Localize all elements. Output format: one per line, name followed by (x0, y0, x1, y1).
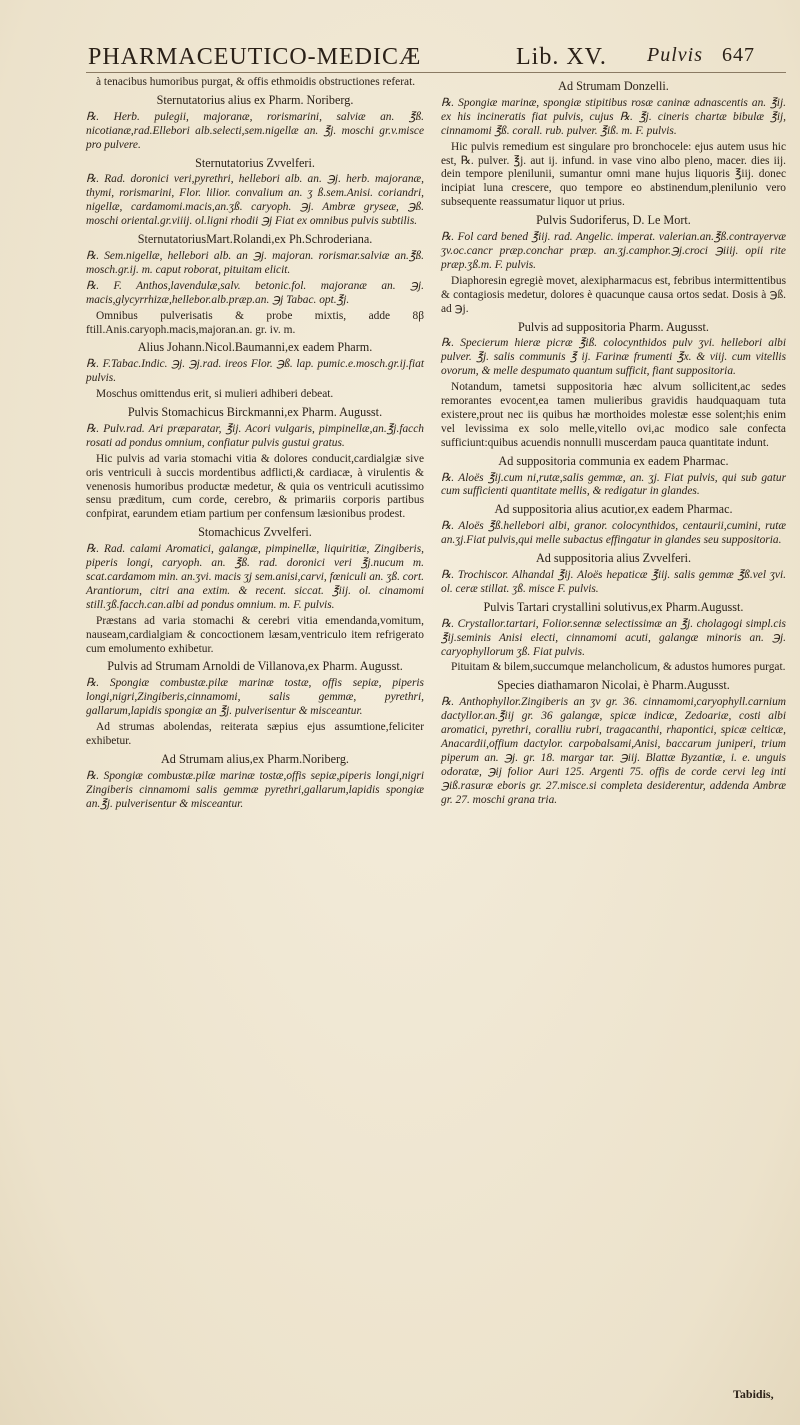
recipe-heading: Ad suppositoria alius Zvvelferi. (535, 551, 692, 566)
recipe-heading: Pulvis ad Strumam Arnoldi de Villanova,ex Pharm. Augusst. (107, 659, 403, 674)
recipe-heading: Alius Johann.Nicol.Baumanni,ex eadem Pharm. (137, 340, 373, 355)
recipe-text: ℞. Rad. doronici veri,pyrethri, hellebori alb. an. ℈j. herb. majoranæ, thymi, rorismarini, Flor. lilior. convalium an. ʒ ß.sem.Anisi. coriandri, nigellæ, cardamomi.macis,an.ʒß. caryoph. ℈j. Ambræ gryseæ, ℈ß. moschi oriental.gr.viiij. ol.ligni rhodii ℈j Fiat ex omnibus pulvis subtilis. (86, 173, 424, 228)
page-number: 647 (722, 44, 755, 66)
recipe-text: ℞. F.Tabac.Indic. ℈j. ℈j.rad. ireos Flor. ℈ß. lap. pumic.e.mosch.gr.ij.fiat pulvis. (86, 358, 424, 385)
recipe-heading: Sternutatorius alius ex Pharm. Noriberg. (156, 92, 354, 107)
right-column (441, 76, 786, 810)
recipe-heading: Ad Strumam alius,ex Pharm.Noriberg. (161, 751, 349, 766)
catchword: Tabidis, (733, 1387, 774, 1401)
recipe-text: ℞. Aloës ℥ij.cum ni,rutæ,salis gemmæ, an. ʒj. Fiat pulvis, qui sub gatur cum sufficienti quantitate mellis, & redigatur in glandes. (441, 471, 786, 498)
recipe-text: ℞. Anthophyllor.Zingiberis an ʒv gr. 36. cinnamomi,caryophyll.carnium dactyllor.an.℥iij gr. 36 galangæ, spicæ indicæ, Zedoariæ, costi albi aromatici, pyrethri, coralliu rubri, tragacanthi, rhapontici, spicæ celticæ, Anacardii,offium dactylor. carpobalsami,Anisi, baccarum juniperi, trium piperum an. ℈j. gr. 18. margar tar. ℈iij. Blattæ Byzantiæ, i. e. unguis odoratæ, ℈ij folior Auri 125. Argenti 75. offis de corde cervi leg inti ℈iß.rasuræ eboris gr. 27.misce.si completa desiderentur, addenda Ambræ gr. 27. moschi grana tria. (441, 696, 786, 806)
recipe-heading: Pulvis Sudoriferus, D. Le Mort. (536, 213, 691, 228)
recipe-heading: Ad suppositoria communia ex eadem Pharmac. (498, 453, 729, 468)
recipe-text: ℞. Crystallor.tartari, Folior.sennæ selectissimæ an ℥j. cholagogi simpl.cis ℥ij.seminis Anisi electi, cinnamomi acuti, galangæ minoris an. ℈j. caryophyllorum ʒß. Fiat pulvis. (441, 617, 786, 658)
commentary-text: Præstans ad varia stomachi & cerebri vitia emendanda,vomitum, nauseam,cardialgiam & concoctionem læsam,ventriculo item refrigerato cum emolumento exhibetur. (86, 614, 424, 655)
recipe-text: ℞. F. Anthos,lavendulæ,salv. betonic.fol. majoranæ an. ℈j. macis,glycyrrhizæ,hellebor.alb.præp.an. ℈j Tabac. opt.℥j. (86, 279, 424, 306)
recipe-heading: Pulvis ad suppositoria Pharm. Augusst. (518, 319, 709, 334)
recipe-text: ℞. Spongiæ combustæ.pilæ marinæ tostæ,offis sepiæ,piperis longi,nigri Zingiberis cinnamomi salis gemmæ pyrethri,gallarum,lapidis spongiæ an.℥j. pulverisentur & misceantur. (86, 769, 424, 810)
recipe-heading: Sternutatorius Zvvelferi. (195, 155, 315, 170)
recipe-text: ℞. Spongiæ combustæ.pilæ marinæ tostæ, offis sepiæ, piperis longi,nigri,Zingiberis,cinnamomi, salis gemmæ, pyrethri, gallarum,lapidis spongiæ an ℥j. pulverisentur & misceantur. (86, 677, 424, 718)
recipe-heading: Species diathamaron Nicolai, è Pharm.Augusst. (497, 678, 730, 693)
recipe-heading: Ad Strumam Donzelli. (558, 79, 669, 93)
commentary-text: Diaphoresin egregiè movet, alexipharmacus est, febribus intermittentibus & contagiosis medetur, dolores è quacunque causa ortos sedat. Dosis à ℈ß. ad ℈j. (441, 274, 786, 315)
commentary-text: Hic pulvis remedium est singulare pro bronchocele: ejus autem usus hic est, ℞. pulver. ℥j. aut ij. infund. in vase vino albo pleno, macer. dies iij. dein tempore plenilunii, sumantur omni mane hujus liquoris ℥iij. donec incipiat luna crescere, quo tempore eo abstinendum,plenilunio vero subsequente reassumatur liquor ut prius. (441, 140, 786, 209)
recipe-text: ℞. Fol card bened ℥iij. rad. Angelic. imperat. valerian.an.℥ß.contrayervæ ʒv.oc.cancr præp.conchar præp. an.ʒj.camphor.℈j.croci ℈iiij. opii rite præp.ʒß.m. F. pulvis. (441, 231, 786, 271)
commentary-text: Hic pulvis ad varia stomachi vitia & dolores conducit,cardialgiæ sive oris ventriculi à succis mordentibus adflicti,& cardiacæ, à virulentis & venenosis humoribus productæ medetur, & quia os ventriculi acutissimo sensu præditum, cum corde, cerebro, & primariis corporis partibus confpirat, earundem etiam partium per confensum læsionibus prodest. (86, 452, 424, 521)
commentary-text: à tenacibus humoribus purgat, & offis ethmoidis obstructiones referat. (96, 76, 416, 88)
section-title: Pulvis (647, 44, 703, 66)
running-title: PHARMACEUTICO-MEDICÆ (88, 44, 422, 70)
header-rule (86, 72, 786, 73)
commentary-text: Pituitam & bilem,succumque melancholicum, & adustos humores purgat. (451, 661, 786, 674)
recipe-heading: SternutatoriusMart.Rolandi,ex Ph.Schroderiana. (137, 232, 373, 247)
recipe-heading: Pulvis Tartari crystallini solutivus,ex Pharm.Augusst. (483, 599, 744, 614)
left-column (86, 76, 424, 814)
recipe-text: ℞. Sem.nigellæ, hellebori alb. an ℈j. majoran. rorismar.salviæ an.℥ß. mosch.gr.ij. m. caput roborat, pituitam elicit. (86, 249, 424, 276)
commentary-text: Omnibus pulverisatis & probe mixtis, adde 8β ftill.Anis.caryoph.macis,majoran.an. gr. iv. m. (86, 309, 424, 336)
commentary-text: Notandum, tametsi suppositoria hæc alvum sollicitent,ac sedes remorantes evocent,ea tamen mulieribus gravidis haudquaquam tuta existere,prout nec iis quibus hæ morthoides molestæ esse solent;his enim vel levissima ex solo melle,vitello ovi,ac modico sale confecta sufficiunt:quibus acuendis nonnulli muscerdam pauca quantitate indunt. (441, 381, 786, 449)
book-number: Lib. XV. (516, 44, 607, 70)
recipe-heading: Pulvis Stomachicus Birckmanni,ex Pharm. Augusst. (127, 405, 383, 420)
recipe-text: ℞. Herb. pulegii, majoranæ, rorismarini, salviæ an. ℥ß. nicotianæ,rad.Ellebori alb.selecti,sem.nigellæ an. ℥j. moschi gr.v.misce pro pulvere. (86, 110, 424, 151)
recipe-text: ℞. Pulv.rad. Ari præparatar, ℥ij. Acori vulgaris, pimpinellæ,an.℥j.facch rosati ad pondus omnium, confiatur pulvis gustui gratus. (86, 422, 424, 449)
recipe-text: ℞. Trochiscor. Alhandal ℥ij. Aloës hepaticæ ℥iij. salis gemmæ ℥ß.vel ʒvi. ol. ceræ stillat. ʒß. misce F. pulvis. (441, 569, 786, 595)
commentary-text: Ad strumas abolendas, reiterata sæpius ejus assumtione,feliciter exhibetur. (86, 721, 424, 747)
recipe-text: ℞. Specierum hieræ picræ ℥iß. colocynthidos pulv ʒvi. hellebori albi pulver. ℥j. salis communis ℥ ij. Farinæ frumenti ℥x. & viij. cum vitellis ovorum, & melle despumato quantum sufficit, fiant suppositoria. (441, 337, 786, 378)
running-header (84, 40, 784, 74)
recipe-text: ℞. Rad. calami Aromatici, galangæ, pimpinellæ, liquiritiæ, Zingiberis, piperis longi, caryoph. an. ℥ß. rad. doronici veri ℥j.nucum m. scat.cardamom min. an.ʒvi. macis ʒj sem.anisi,carvi, fœniculi an. ʒß. cort. Arantiorum, citri ana extim. & recent. siccat. ℥iij. ol. cinamomi still.ʒß.facch.can.albi ad pondus omnium. m. F. pulvis. (86, 543, 424, 611)
recipe-text: ℞. Aloës ℥ß.hellebori albi, granor. colocynthidos, centaurii,cumini, rutæ an.ʒj.Fiat pulvis,qui melle subactus effingatur in glandes seu suppositoria. (441, 520, 786, 547)
recipe-heading: Ad suppositoria alius acutior,ex eadem Pharmac. (494, 502, 733, 517)
recipe-heading: Stomachicus Zvvelferi. (198, 525, 312, 540)
commentary-text: Moschus omittendus erit, si mulieri adhiberi debeat. (96, 388, 334, 401)
recipe-text: ℞. Spongiæ marinæ, spongiæ stipitibus rosæ caninæ adnascentis an. ℥ij. ex his incineratis fiat pulvis, cujus ℞. ℥j. cineris chartæ bibulæ ℥ij, cinnamomi ℥ß. corall. rub. pulver. ℥iß. m. F. pulvis. (441, 96, 786, 137)
